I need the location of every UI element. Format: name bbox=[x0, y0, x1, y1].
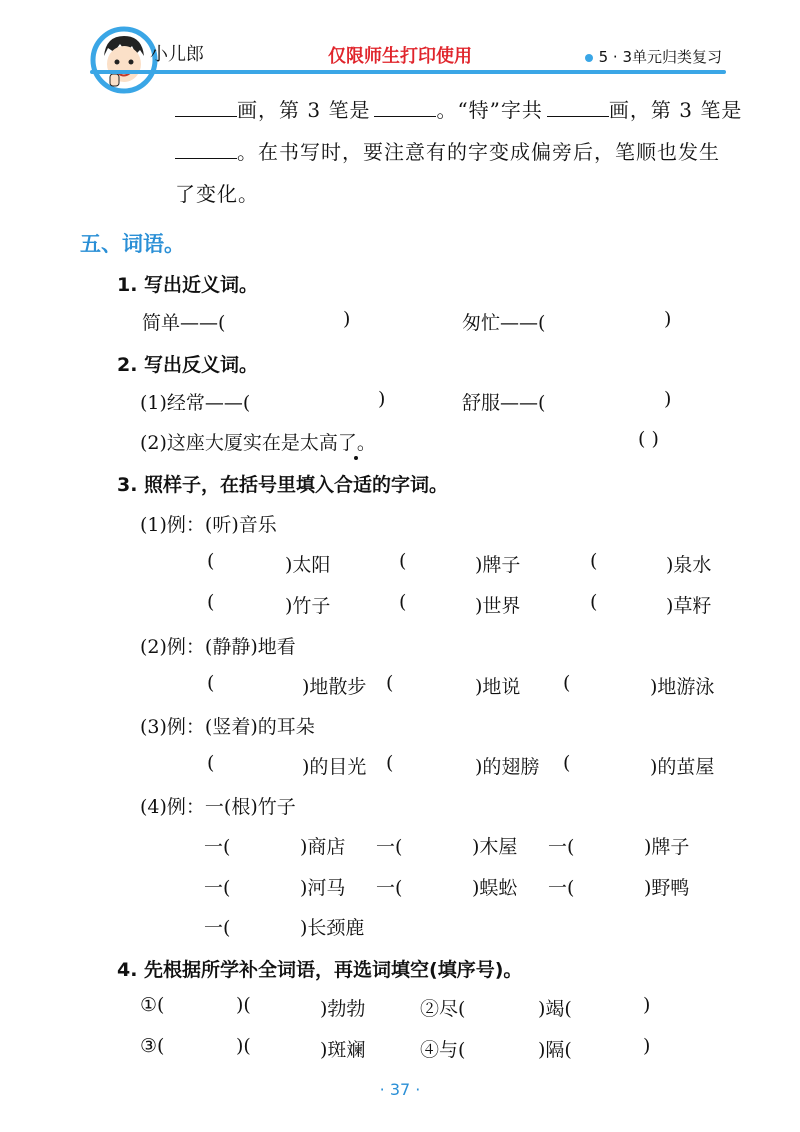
intro-line-1 bbox=[175, 94, 742, 123]
question-2-title: 2. 写出反义词。 bbox=[117, 354, 259, 376]
q1-item-b-close: ) bbox=[664, 308, 672, 330]
q2-item-b-close: ) bbox=[664, 388, 672, 410]
intro-text-b: 。“特”字共 bbox=[436, 98, 543, 122]
q4-row1-d: ②尽( bbox=[420, 998, 466, 1020]
q4-row1-b: )( bbox=[236, 994, 251, 1016]
q2-item-c: (2)这座大厦实在是太高了。 bbox=[140, 432, 376, 454]
question-4-title: 4. 先根据所学补全词语，再选词填空(填序号)。 bbox=[117, 959, 523, 981]
q3-row6-p2: 一( bbox=[376, 877, 403, 899]
intro-line-3: 了变化。 bbox=[175, 182, 259, 206]
q3-row2-p1: ( bbox=[207, 591, 215, 613]
q3-row5-p2: 一( bbox=[376, 836, 403, 858]
q3-row3-p1: ( bbox=[207, 672, 215, 694]
q3-row1-p3: ( bbox=[590, 550, 598, 572]
answer-blank[interactable] bbox=[175, 98, 237, 117]
q4-row2-a: ③( bbox=[140, 1035, 165, 1057]
unit-label bbox=[585, 46, 722, 67]
answer-blank[interactable] bbox=[374, 98, 436, 117]
q4-row1-f: ) bbox=[643, 994, 651, 1016]
intro-text-d: 。在书写时，要注意有的字变成偏旁后，笔顺也发生 bbox=[237, 140, 720, 164]
intro-line-2 bbox=[175, 136, 720, 165]
print-notice: 仅限师生打印使用 bbox=[328, 46, 472, 67]
q3-row6-p3: 一( bbox=[548, 877, 575, 899]
q3-row4-w3: )的茧屋 bbox=[650, 756, 715, 778]
q3-row4-p1: ( bbox=[207, 752, 215, 774]
q3-row5-w3: )牌子 bbox=[644, 836, 690, 858]
q3-row3-w2: )地说 bbox=[475, 676, 521, 698]
q3-row1-p1: ( bbox=[207, 550, 215, 572]
q4-row1-c: )勃勃 bbox=[320, 998, 366, 1020]
q3-row2-p3: ( bbox=[590, 591, 598, 613]
q3-row4-p3: ( bbox=[563, 752, 571, 774]
q3-row5-p1: 一( bbox=[204, 836, 231, 858]
q3-row3-w1: )地散步 bbox=[302, 676, 367, 698]
answer-blank[interactable] bbox=[175, 140, 237, 159]
q4-row2-d: ④与( bbox=[420, 1039, 466, 1061]
q3-row2-p2: ( bbox=[399, 591, 407, 613]
q3-row5-p3: 一( bbox=[548, 836, 575, 858]
q3-row1-w2: )牌子 bbox=[475, 554, 521, 576]
q3-row6-p1: 一( bbox=[204, 877, 231, 899]
page-number: · 37 · bbox=[379, 1080, 421, 1099]
q3-example-3: (3)例：(竖着)的耳朵 bbox=[140, 716, 315, 738]
intro-text-a: 画，第 3 笔是 bbox=[237, 98, 371, 122]
brand-name: 小儿郎 bbox=[150, 44, 204, 65]
q3-row7-p1: 一( bbox=[204, 917, 231, 939]
q3-row5-w1: )商店 bbox=[300, 836, 346, 858]
q3-row4-w1: )的目光 bbox=[302, 756, 367, 778]
q3-example-2: (2)例：(静静)地看 bbox=[140, 636, 296, 658]
q4-row2-c: )斑斓 bbox=[320, 1039, 366, 1061]
intro-text-c: 画，第 3 笔是 bbox=[608, 98, 743, 122]
q3-row7-w1: )长颈鹿 bbox=[300, 917, 365, 939]
q3-row3-p2: ( bbox=[386, 672, 394, 694]
q2-item-a: (1)经常——( bbox=[140, 392, 251, 414]
q4-row1-a: ①( bbox=[140, 994, 165, 1016]
q1-item-a-close: ) bbox=[343, 308, 351, 330]
answer-blank[interactable] bbox=[547, 98, 609, 117]
q4-row2-f: ) bbox=[643, 1035, 651, 1057]
q3-row1-w3: )泉水 bbox=[666, 554, 712, 576]
q2-item-a-close: ) bbox=[378, 388, 386, 410]
header-divider bbox=[90, 70, 726, 74]
q3-row1-w1: )太阳 bbox=[285, 554, 331, 576]
q2-item-b: 舒服——( bbox=[462, 392, 546, 414]
q3-row3-w3: )地游泳 bbox=[650, 676, 715, 698]
q3-row4-p2: ( bbox=[386, 752, 394, 774]
q1-item-b: 匆忙——( bbox=[462, 312, 546, 334]
q2-item-c-paren: ( ) bbox=[638, 428, 659, 450]
section-title: 五、词语。 bbox=[80, 232, 185, 256]
page-header bbox=[0, 0, 800, 90]
q3-row2-w2: )世界 bbox=[475, 595, 521, 617]
question-3-title: 3. 照样子，在括号里填入合适的字词。 bbox=[117, 474, 449, 496]
q3-row4-w2: )的翅膀 bbox=[475, 756, 540, 778]
q3-example-1: (1)例：(听)音乐 bbox=[140, 514, 277, 536]
q3-row1-p2: ( bbox=[399, 550, 407, 572]
q3-row6-w2: )蜈蚣 bbox=[472, 877, 518, 899]
q3-example-4: (4)例：一(根)竹子 bbox=[140, 796, 296, 818]
q4-row1-e: )竭( bbox=[538, 998, 572, 1020]
q4-row2-b: )( bbox=[236, 1035, 251, 1057]
q1-item-a: 简单——( bbox=[142, 312, 226, 334]
q4-row2-e: )隔( bbox=[538, 1039, 572, 1061]
q3-row6-w3: )野鸭 bbox=[644, 877, 690, 899]
q3-row6-w1: )河马 bbox=[300, 877, 346, 899]
q3-row2-w3: )草籽 bbox=[666, 595, 712, 617]
q3-row3-p3: ( bbox=[563, 672, 571, 694]
emphasis-dot-icon bbox=[354, 456, 358, 460]
bullet-icon bbox=[585, 54, 593, 62]
q3-row2-w1: )竹子 bbox=[285, 595, 331, 617]
unit-text: 5 · 3单元归类复习 bbox=[598, 48, 722, 66]
question-1-title: 1. 写出近义词。 bbox=[117, 274, 259, 296]
q3-row5-w2: )木屋 bbox=[472, 836, 518, 858]
